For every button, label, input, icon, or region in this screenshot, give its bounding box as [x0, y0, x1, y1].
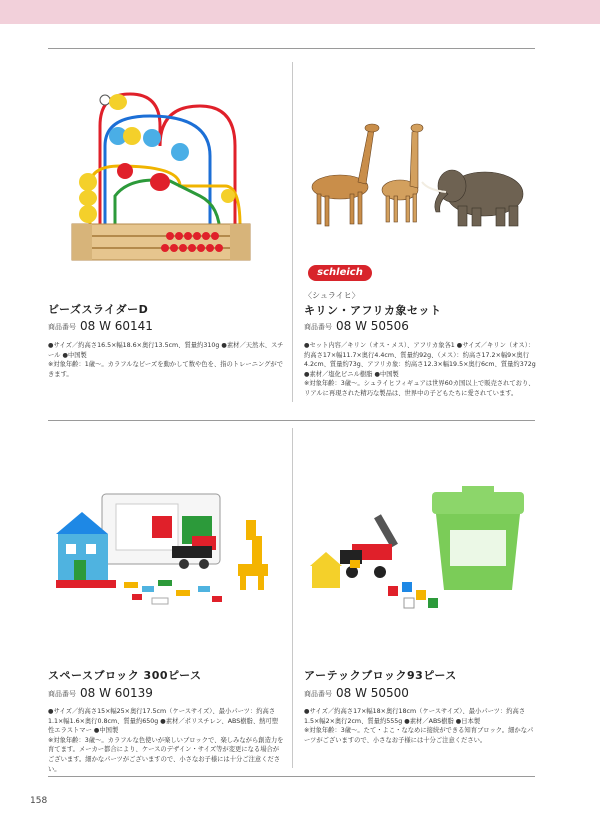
middle-rule — [48, 420, 535, 421]
product-note: ※対象年齢：1歳〜。カラフルなビーズを動かして数や色を、指のトレーニングができます。 — [48, 361, 284, 378]
top-rule — [48, 48, 535, 49]
product-brand-subtitle: 〈シュライヒ〉 — [304, 291, 360, 300]
bottom-rule — [48, 776, 535, 777]
product-code-value: 08 W 50500 — [336, 686, 409, 700]
column-divider-bottom — [292, 428, 293, 768]
product-description — [48, 707, 284, 774]
product-note: ※対象年齢：3歳〜。カラフルな色使いが楽しいブロックで、楽しみながら創造力を育てます。メーカー都合により、ケースのデザイン・サイズ等が変更になる場合がございます。細かなパーツがございますので、小さなお子様には十分ご注意ください。 — [48, 736, 284, 773]
product-code — [304, 319, 409, 333]
product-title: キリン・アフリカ象セット — [304, 304, 442, 317]
product-code-value: 08 W 60141 — [80, 319, 153, 333]
product-code-label: 商品番号 — [304, 690, 332, 698]
product-image-space-block — [52, 490, 284, 614]
product-title: ビーズスライダーD — [48, 303, 149, 316]
product-title: スペースブロック 300ピース — [48, 669, 202, 682]
product-description — [48, 341, 284, 379]
product-image-giraffe-elephant-set — [300, 112, 535, 232]
product-spec: ●サイズ／約高さ16.5×幅18.6×奥行13.5cm、質量約310g ●素材／天然木、スチール ●中国製 — [48, 342, 284, 359]
product-image-bead-slider — [60, 86, 260, 270]
top-color-band — [0, 0, 600, 24]
page-number: 158 — [30, 796, 48, 806]
product-description — [304, 341, 536, 399]
product-spec: ●サイズ／約高さ17×幅18×奥行18cm（ケースサイズ）、最小パーツ：約高さ1.5×幅2×奥行2cm、質量約555g ●素材／ABS樹脂 ●日本製 — [304, 708, 526, 725]
product-code — [304, 686, 409, 700]
product-note: ※対象年齢：3歳〜。たて・よこ・ななめに接続ができる知育ブロック。細かなパーツがございますので、小さなお子様には十分ご注意ください。 — [304, 727, 534, 744]
product-code — [48, 319, 153, 333]
product-code-label: 商品番号 — [48, 690, 76, 698]
product-title: アーテックブロック93ピース — [304, 669, 457, 682]
product-image-artec-block — [300, 486, 535, 616]
product-spec: ●サイズ／約高さ15×幅25×奥行17.5cm（ケースサイズ）、最小パーツ：約高さ1.1×幅1.6×奥行0.8cm、質量約650g ●素材／ポリスチレン、ABS樹脂、熱可塑性エラストマー ●中国製 — [48, 708, 279, 735]
product-code-value: 08 W 50506 — [336, 319, 409, 333]
product-code-value: 08 W 60139 — [80, 686, 153, 700]
product-code-label: 商品番号 — [48, 323, 76, 331]
brand-logo-schleich: schleich — [308, 265, 372, 281]
product-note: ※対象年齢：3歳〜。シュライヒフィギュアは世界60カ国以上で販売されており、リアルに再現された精巧な製品は、世界中の子どもたちに愛されています。 — [304, 380, 535, 397]
product-spec: ●セット内容／キリン（オス・メス）、アフリカ象各1 ●サイズ／キリン（オス）：約高さ17×幅11.7×奥行4.4cm、質量約92g、（メス）：約高さ17.2×幅9×奥行4.2cm、質量約73g、アフリカ象：約高さ12.3×幅19.5×奥行6cm、質量約372g ●素材／塩化ビニル樹脂 ●中国製 — [304, 342, 536, 378]
product-code — [48, 686, 153, 700]
column-divider-top — [292, 62, 293, 402]
product-code-label: 商品番号 — [304, 323, 332, 331]
product-description — [304, 707, 536, 745]
